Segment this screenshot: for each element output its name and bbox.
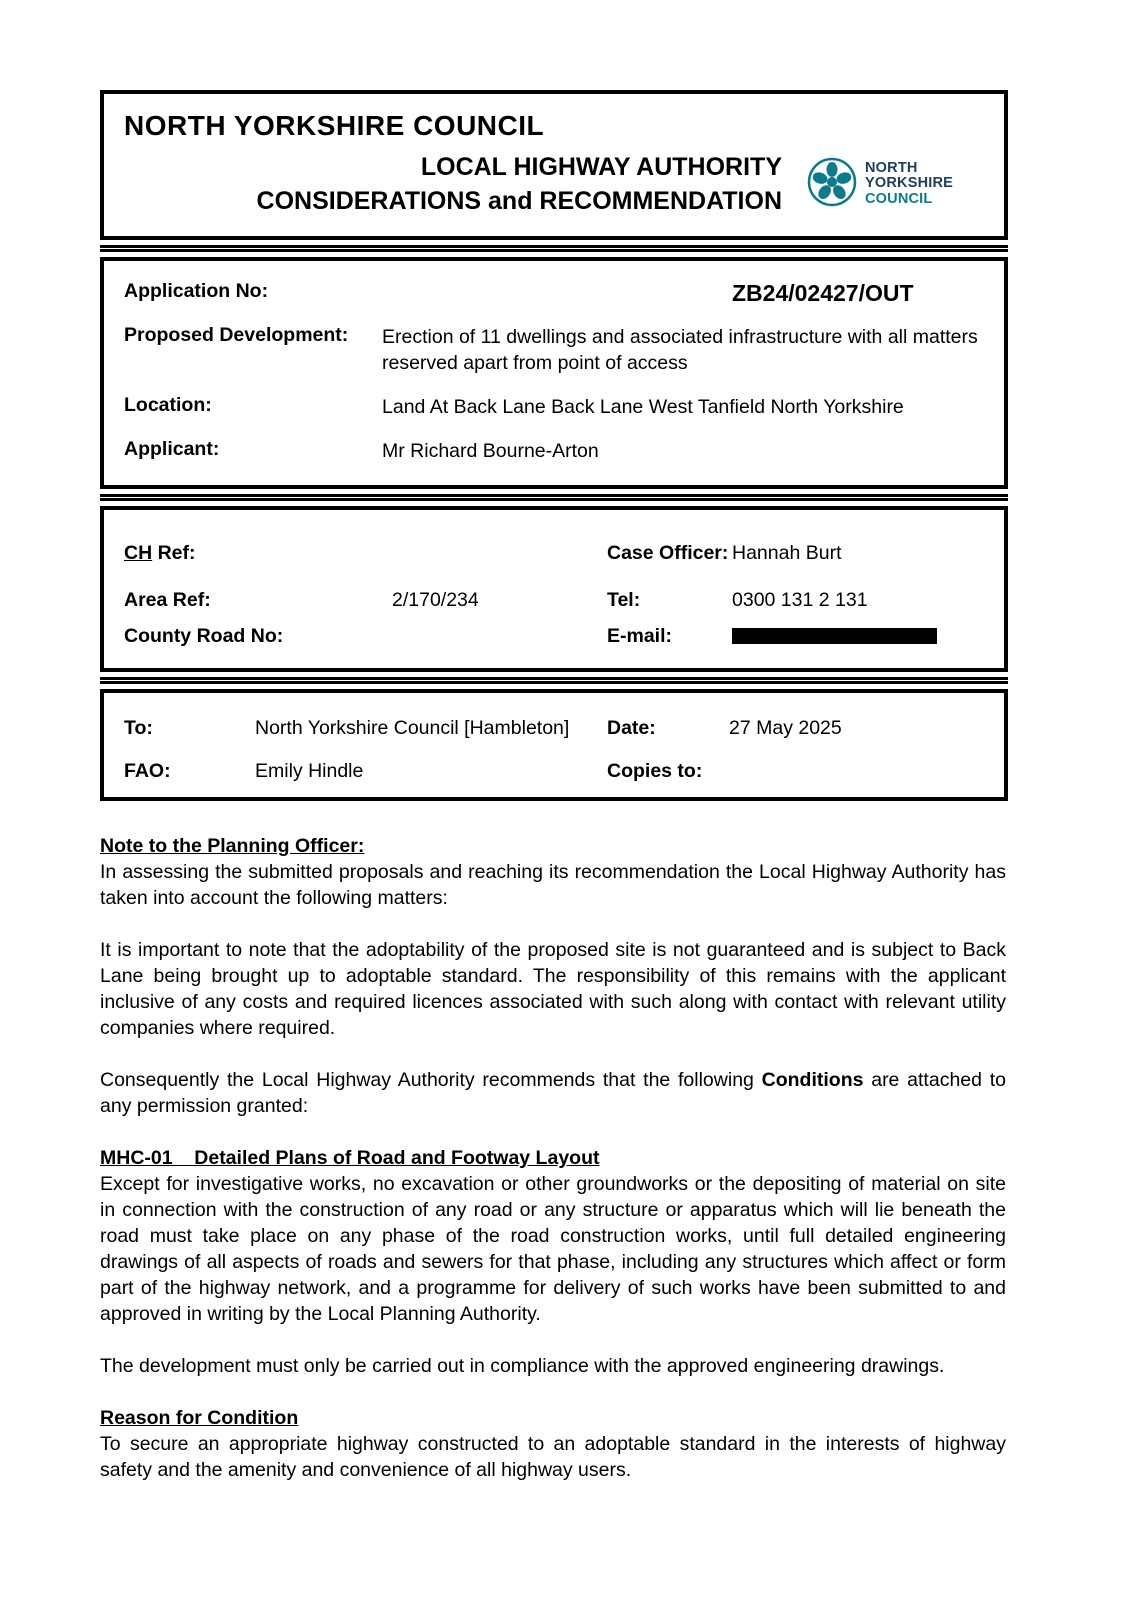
document-content — [100, 90, 1008, 1509]
applicant-row — [124, 429, 984, 473]
yorkshire-rose-icon — [806, 156, 858, 213]
to-row — [124, 701, 984, 755]
email-redaction-bar — [732, 628, 937, 644]
header-box — [100, 90, 1008, 240]
note-paragraph: In assessing the submitted proposals and reaching its recommendation the Local Highway Authority has taken into account the following matters: — [100, 861, 1006, 909]
applicant-label: Applicant: — [124, 438, 220, 460]
reason-heading: Reason for Condition — [100, 1407, 299, 1429]
copies-to-label: Copies to: — [607, 759, 703, 782]
tel-value: 0300 131 2 131 — [732, 589, 868, 611]
proposed-development-row — [124, 315, 984, 385]
location-value: Land At Back Lane Back Lane West Tanfield North Yorkshire — [382, 396, 904, 418]
document-title — [124, 150, 806, 218]
reason-paragraph: To secure an appropriate highway constructed to an adoptable standard in the interests of highway safety and the amenity and convenience of all highway users. — [100, 1433, 1006, 1481]
fao-label: FAO: — [124, 759, 171, 782]
area-ref-label: Area Ref: — [124, 588, 211, 611]
separator-band — [100, 677, 1008, 684]
area-ref-row — [124, 582, 984, 618]
ch-ref-row — [124, 524, 984, 582]
fao-row — [124, 755, 984, 787]
condition-mhc01-heading: MHC-01 Detailed Plans of Road and Footway Layout — [100, 1147, 600, 1169]
fao-value: Emily Hindle — [255, 760, 364, 782]
reference-box — [100, 506, 1008, 672]
tel-label: Tel: — [607, 588, 641, 611]
document-title-line1: LOCAL HIGHWAY AUTHORITY — [420, 153, 782, 181]
case-officer-label: Case Officer: — [607, 541, 729, 564]
applicant-value: Mr Richard Bourne-Arton — [382, 440, 599, 462]
conditions-bold-word: Conditions — [761, 1069, 864, 1091]
ch-ref-label: CH Ref: — [124, 541, 196, 564]
routing-box — [100, 689, 1008, 801]
condition-compliance-paragraph: The development must only be carried out in compliance with the approved engineering drawings. — [100, 1355, 945, 1377]
document-title-line2: CONSIDERATIONS and RECOMMENDATION — [256, 187, 782, 215]
condition-mhc01-paragraph: Except for investigative works, no excavation or other groundworks or the depositing of material on site in connection with the construction of any road or any structure or apparatus which will lie beneath the road must take place on any phase of the road construction works, until full detailed engineering drawings of all aspects of roads and sewers for that phase, including any structures which affect or form part of the highway network, and a programme for delivery of such works have been submitted to and approved in writing by the Local Planning Authority. — [100, 1173, 1006, 1325]
application-no-label: Application No: — [124, 280, 269, 302]
case-officer-value: Hannah Burt — [732, 542, 842, 564]
application-no-row — [124, 271, 984, 315]
conditions-paragraph: Consequently the Local Highway Authority recommends that the following Conditions are attached to any permission granted: — [100, 1069, 1006, 1117]
date-label: Date: — [607, 716, 656, 739]
document-body — [100, 833, 1006, 1483]
date-value: 27 May 2025 — [729, 717, 842, 739]
adoptability-paragraph: It is important to note that the adoptability of the proposed site is not guaranteed and is subject to Back Lane being brought up to adoptable standard. The responsibility of this remains with the applicant inclusive of any costs and required licences associated with such along with contact with relevant utility companies where required. — [100, 939, 1006, 1039]
email-label: E-mail: — [607, 624, 673, 647]
council-name: NORTH YORKSHIRE COUNCIL — [124, 110, 545, 141]
location-label: Location: — [124, 394, 212, 416]
logo-text-council: COUNCIL — [865, 190, 933, 207]
separator-band — [100, 245, 1008, 252]
proposed-development-value: Erection of 11 dwellings and associated infrastructure with all matters reserved apart from point of access — [382, 326, 978, 374]
email-value — [732, 628, 984, 644]
area-ref-value: 2/170/234 — [392, 589, 479, 611]
location-row — [124, 385, 984, 429]
header-title-row — [124, 150, 984, 218]
application-no-value: ZB24/02427/OUT — [732, 280, 914, 306]
council-logo-text — [865, 161, 953, 208]
separator-band — [100, 494, 1008, 501]
to-value: North Yorkshire Council [Hambleton] — [255, 716, 570, 739]
county-road-label: County Road No: — [124, 624, 284, 647]
note-heading: Note to the Planning Officer: — [100, 835, 365, 857]
council-logo — [806, 156, 984, 213]
proposed-development-label: Proposed Development: — [124, 324, 349, 346]
county-road-row — [124, 618, 984, 654]
application-details-box — [100, 257, 1008, 489]
to-label: To: — [124, 716, 153, 739]
logo-text-north: NORTH — [865, 159, 918, 176]
logo-text-yorkshire: YORKSHIRE — [865, 175, 954, 192]
